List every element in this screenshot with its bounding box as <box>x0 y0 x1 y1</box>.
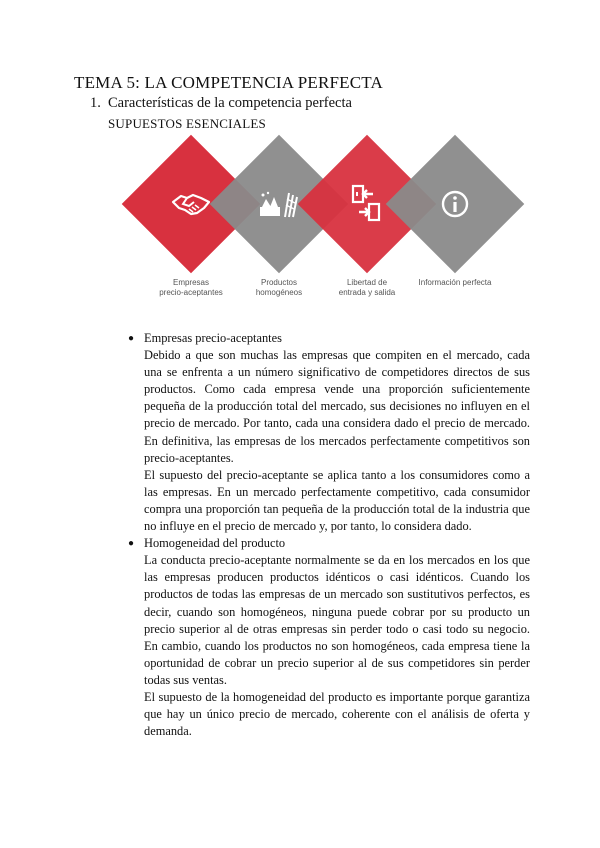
item-title: Empresas precio-aceptantes <box>144 331 282 345</box>
bullet-icon: ● <box>128 333 135 344</box>
products-icon <box>249 174 309 234</box>
handshake-icon <box>161 174 221 234</box>
paragraph: La conducta precio-aceptante normalmente se da en los mercados en los que las empresas producen productos idénticos o casi idénticos. Cuando los productos de todas las empresas de un mercado son sustitutivos perfectos, es decir, cuando son homogéneos, ninguna puede cobrar por su producto un precio superior al de otras empresas sin perder todo o casi todo su negocio. En cambio, cuando los productos no son homogéneos, cada empresa tiene la oportunidad de cobrar un precio superior al de sus competidores sin perder todas sus ventas. <box>144 553 530 687</box>
list-item <box>128 535 530 740</box>
bullet-icon: ● <box>128 538 135 550</box>
body-content <box>128 330 530 740</box>
assumptions-infographic <box>120 140 500 310</box>
section-number: 1. <box>90 95 101 111</box>
caption-1: Empresas precio-aceptantes <box>159 278 223 297</box>
list-item <box>128 330 530 535</box>
exit-entry-icon <box>337 174 397 234</box>
page-title: TEMA 5: LA COMPETENCIA PERFECTA <box>74 73 383 92</box>
subheading: SUPUESTOS ESENCIALES <box>108 116 266 131</box>
paragraph: El supuesto del precio-aceptante se aplica tanto a los consumidores como a las empresas. En un mercado perfectamente competitivo, cada consumidor compra una proporción tan pequeña de la producción total de la industria que no influye en el precio de mercado y, por tanto, lo considera dado. <box>144 467 530 534</box>
section-heading <box>90 95 352 112</box>
item-title: Homogeneidad del producto <box>144 536 286 551</box>
caption-3: Libertad de entrada y salida <box>338 278 396 297</box>
paragraph: El supuesto de la homogeneidad del producto es importante porque garantiza que hay un único precio de mercado, coherente con el análisis de oferta y demanda. <box>144 689 530 739</box>
section-label: Características de la competencia perfecta <box>108 95 352 111</box>
paragraph: Debido a que son muchas las empresas que compiten en el mercado, cada una se enfrenta a un número significativo de competidores directos de sus productos. Como cada empresa vende una proporción suficientemente pequeña de la producción total del mercado, sus decisiones no influyen en el precio de mercado. Por tanto, cada una considera dado el precio de mercado. En definitiva, las empresas de los mercados perfectamente competitivos son precio-aceptantes. <box>144 348 530 465</box>
caption-4: Información perfecta <box>418 278 492 287</box>
info-icon <box>425 174 485 234</box>
caption-2: Productos homogéneos <box>255 278 303 297</box>
